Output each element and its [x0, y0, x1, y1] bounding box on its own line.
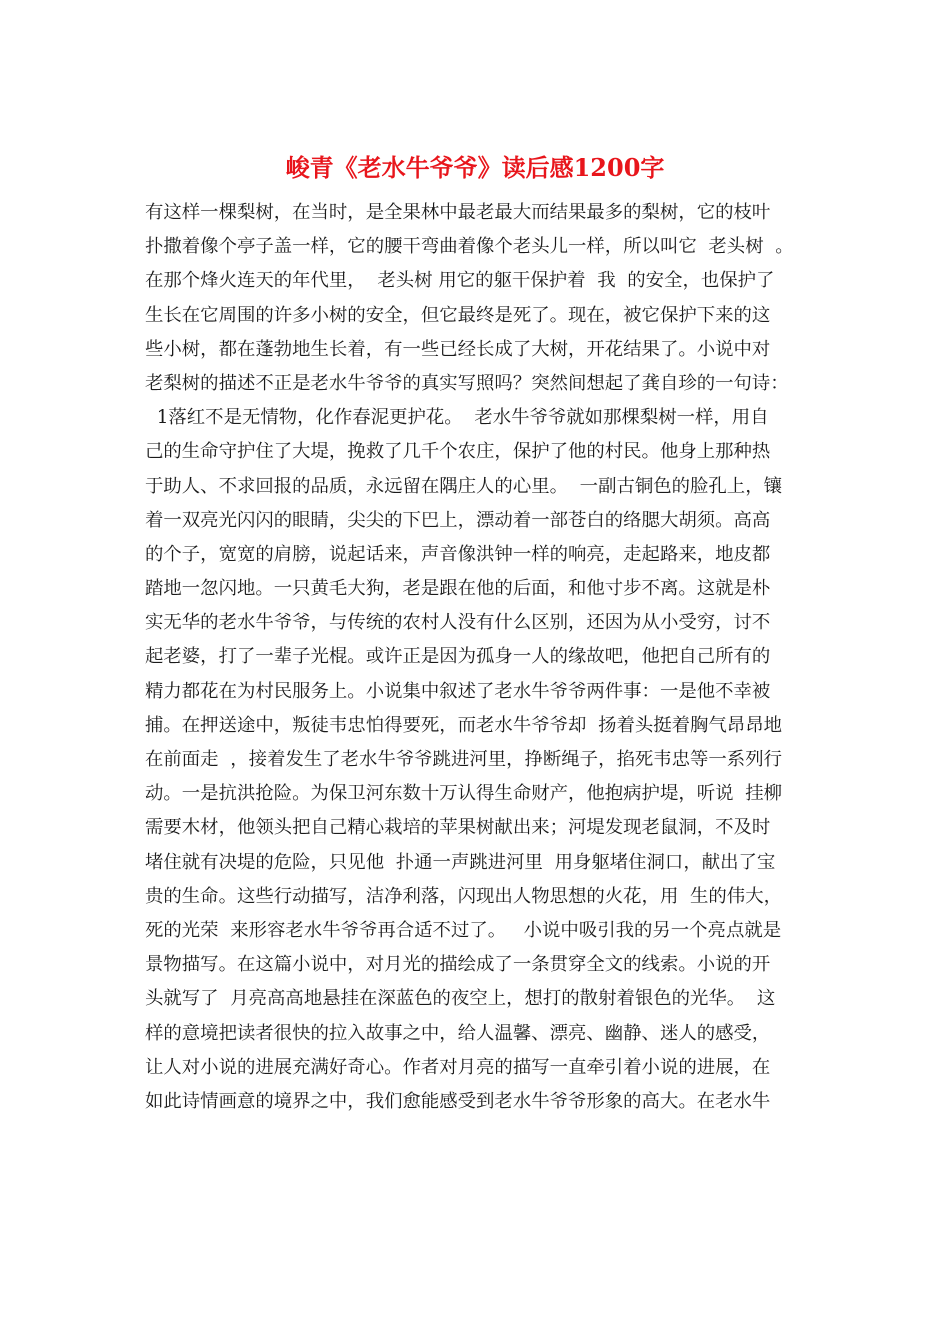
body-line: 起老婆，打了一辈子光棍。或许正是因为孤身一人的缘故吧，他把自己所有的 [145, 646, 771, 668]
body-line: 如此诗情画意的境界之中，我们愈能感受到老水牛爷爷形象的高大。在老水牛 [145, 1090, 771, 1112]
body-line: 着一双亮光闪闪的眼睛，尖尖的下巴上，漂动着一部苍白的络腮大胡须。高高 [145, 509, 771, 531]
body-line: 景物描写。在这篇小说中，对月光的描绘成了一条贯穿全文的线索。小说的开 [145, 954, 771, 976]
body-line: 捕。在押送途中，叛徒韦忠怕得要死，而老水牛爷爷却 扬着头挺着胸气昂昂地 [145, 714, 782, 736]
body-line: 实无华的老水牛爷爷，与传统的农村人没有什么区别，还因为从小受穷，讨不 [145, 612, 771, 634]
body-line: 己的生命守护住了大堤，挽救了几千个农庄，保护了他的村民。他身上那种热 [145, 441, 771, 463]
body-line: 样的意境把读者很快的拉入故事之中，给人温馨、漂亮、幽静、迷人的感受， [145, 1022, 771, 1044]
body-line: 些小树，都在蓬勃地生长着，有一些已经长成了大树，开花结果了。小说中对 [145, 338, 771, 360]
body-line: 贵的生命。这些行动描写，洁净利落，闪现出人物思想的火花，用 生的伟大， [145, 885, 782, 907]
body-line: 头就写了 月亮高高地悬挂在深蓝色的夜空上，想打的散射着银色的光华。 这 [145, 988, 776, 1010]
body-line: 老梨树的描述不正是老水牛爷爷的真实写照吗？突然间想起了龚自珍的一句诗： [145, 372, 789, 394]
body-line: 的个子，宽宽的肩膀，说起话来，声音像洪钟一样的响亮，走起路来，地皮都 [145, 543, 771, 565]
body-line: 有这样一棵梨树，在当时，是全果林中最老最大而结果最多的梨树，它的枝叶 [145, 202, 771, 223]
body-line: 扑撒着像个亭子盖一样，它的腰干弯曲着像个老头儿一样，所以叫它 老头树 。 [145, 236, 794, 258]
body-line: 动。一是抗洪抢险。为保卫河东数十万认得生命财产，他抱病护堤，听说 挂柳 [145, 783, 782, 805]
document-title: 峻青《老水牛爷爷》读后感1200字 [285, 153, 665, 182]
body-line: 生长在它周围的许多小树的安全，但它最终是死了。现在，被它保护下来的这 [145, 304, 771, 326]
body-line: 让人对小说的进展充满好奇心。作者对月亮的描写一直牵引着小说的进展，在 [145, 1056, 771, 1078]
body-line: 需要木材，他领头把自己精心栽培的苹果树献出来；河堤发现老鼠洞，不及时 [145, 817, 771, 839]
body-line: 于助人、不求回报的品质，永远留在隅庄人的心里。 一副古铜色的脸孔上，镶 [145, 475, 782, 497]
body-line: 精力都花在为村民服务上。小说集中叙述了老水牛爷爷两件事：一是他不幸被 [145, 680, 771, 702]
body-line: 在那个烽火连天的年代里， 老头树 用它的躯干保护着 我 的安全，也保护了 [145, 270, 775, 292]
body-line: 1落红不是无情物，化作春泥更护花。 老水牛爷爷就如那棵梨树一样，用自 [145, 407, 769, 429]
document-body [145, 196, 815, 1119]
body-line: 踏地一忽闪地。一只黄毛大狗，老是跟在他的后面，和他寸步不离。这就是朴 [145, 578, 771, 600]
body-line: 在前面走 ，接着发生了老水牛爷爷跳进河里，挣断绳子，掐死韦忠等一系列行 [145, 749, 782, 770]
body-line: 死的光荣 来形容老水牛爷爷再合适不过了。 小说中吸引我的另一个亮点就是 [145, 919, 782, 941]
body-line: 堵住就有决堤的危险，只见他 扑通一声跳进河里 用身躯堵住洞口，献出了宝 [145, 851, 776, 873]
